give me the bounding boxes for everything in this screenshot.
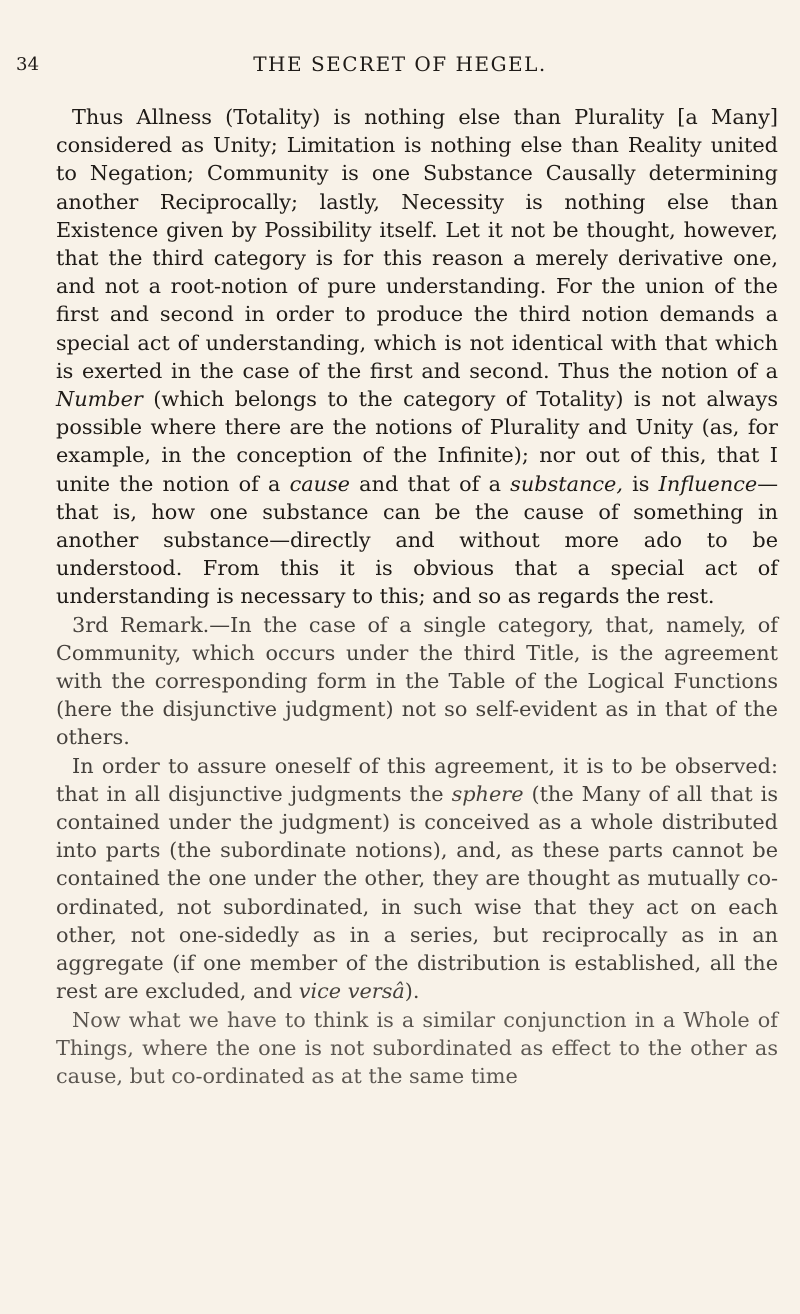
paragraph-4 (56, 1006, 778, 1091)
running-head: THE SECRET OF HEGEL. (253, 52, 547, 76)
paragraph-2 (56, 611, 778, 752)
paragraph-2-text: 3rd Remark.—In the case of a single category, that, namely, of Community, which occurs under the third Title, is the agreement with the corresponding form in the Table of the Logical Functions (here the disjunctive judgment) not so self-evident as in that of the others. (56, 612, 778, 750)
paragraph-3-text-2: (the Many of all that is contained under the judgment) is conceived as a whole distributed into parts (the subordinate notions), and, as these parts cannot be contained the one under the other, they are thought as mutually co-ordinated, not subordinated, in such wise that they act on each other, not one-sidedly as in a series, but reciprocally as in an aggregate (if one member of the distribution is established, all the rest are excluded, and (56, 781, 778, 1004)
paragraph-1 (56, 103, 778, 611)
paragraph-3-text-1: In order to assure oneself of this agreement, it is to be observed: that in all disjunctive judgments the (56, 753, 778, 806)
italic-sphere: sphere (451, 781, 524, 806)
paragraph-3-text-3: ). (404, 979, 420, 1004)
paragraph-3 (56, 752, 778, 1006)
paragraph-1-text-2: (which belongs to the category of Totality) is not always possible where there are the notions of Plurality and Unity (as, for example, in the conception of the Infinite); nor out of this, that I unite the notion of a (56, 387, 778, 496)
paragraph-1-text-1: Thus Allness (Totality) is nothing else than Plurality [a Many] considered as Unity; Limitation is nothing else than Reality united to Negation; Community is one Substance Causally determining another Reciprocally; lastly, Necessity is nothing else than Existence given by Possibility itself. Let it not be thought, however, that the third category is for this reason a merely derivative one, and not a root-notion of pure understanding. For the union of the first and second in order to produce the third notion demands a special act of understanding, which is not identical with that which is exerted in the case of the first and second. Thus the notion of a (56, 105, 778, 383)
paragraph-1-text-5: —that is, how one substance can be the cause of something in another substance—directly and without more ado to be understood. From this it is obvious that a special act of understanding is necessary to this; and so as regards the rest. (56, 471, 778, 609)
paragraph-1-text-4: is (622, 471, 659, 496)
paragraph-1-text-3: and that of a (349, 471, 511, 496)
page-number: 34 (16, 54, 40, 75)
italic-vice-versa: vice versâ (298, 979, 405, 1004)
body-text (56, 103, 778, 1090)
italic-number: Number (56, 387, 143, 412)
italic-influence: Influence (658, 471, 758, 496)
italic-substance: substance, (510, 471, 623, 496)
paragraph-4-text: Now what we have to think is a similar conjunction in a Whole of Things, where the one is not subordinated as effect to the other as cause, but co-ordinated as at the same time (56, 1007, 778, 1088)
italic-cause: cause (289, 471, 350, 496)
